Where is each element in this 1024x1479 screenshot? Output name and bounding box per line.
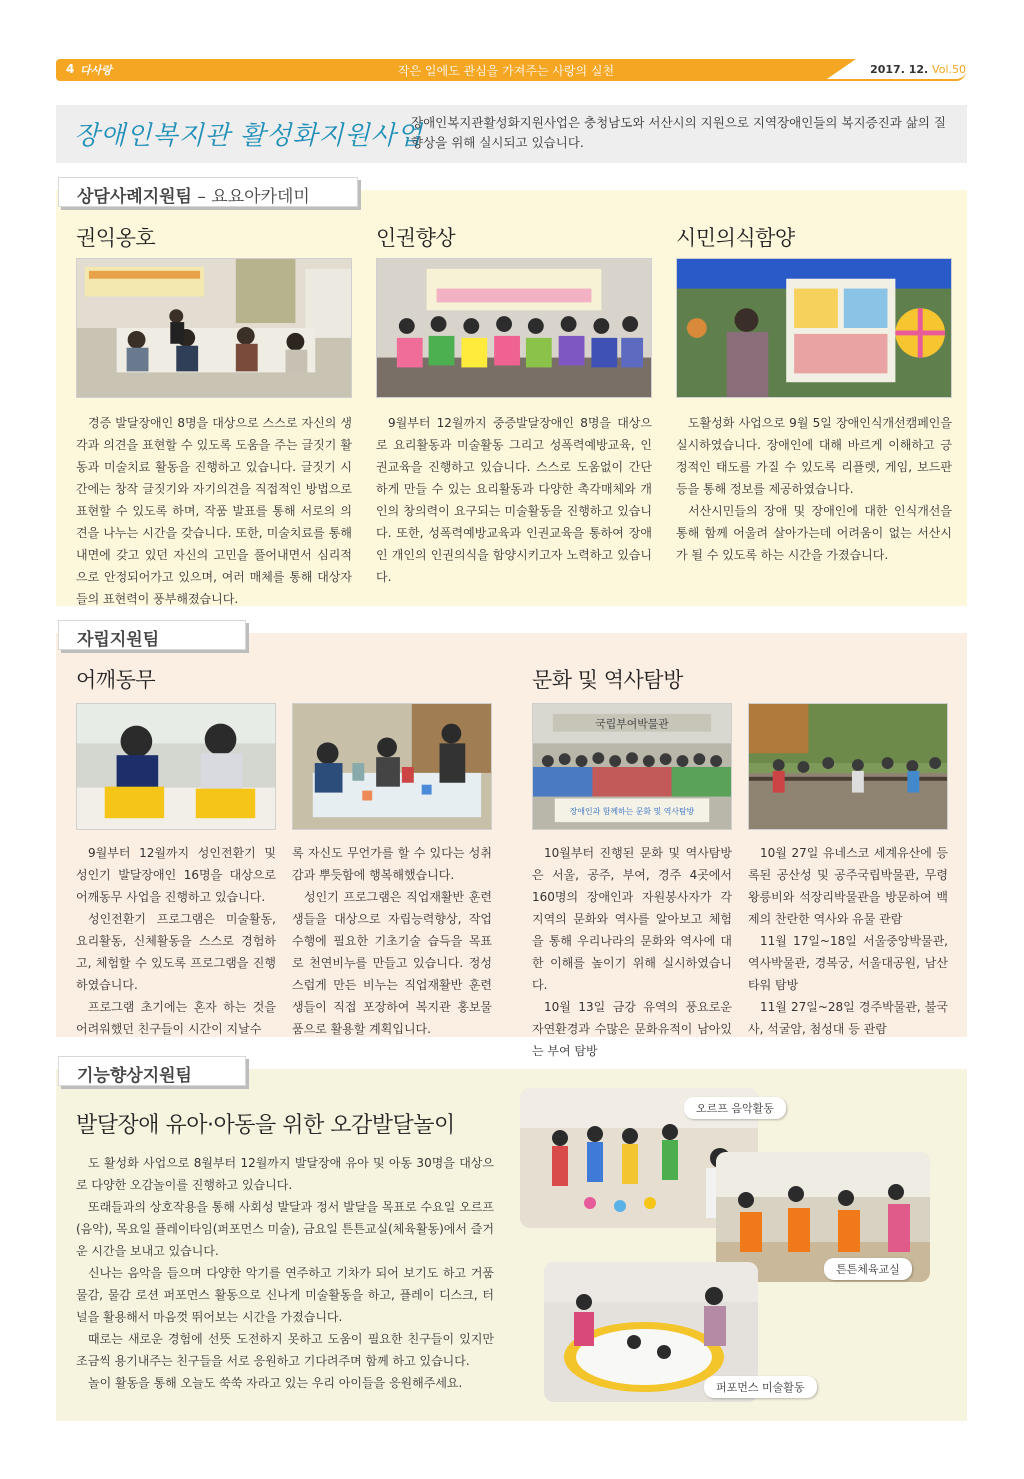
text-culture-p5: 11월 27일~28일 경주박물관, 불국사, 석굴암, 첨성대 등 관람 [748, 1000, 948, 1036]
text-shoulder-col2 [292, 842, 492, 1040]
trip-banner-text: 장애인과 함께하는 문화 및 역사탐방 [569, 807, 695, 817]
caption-gym: 튼튼체육교실 [824, 1258, 912, 1280]
section1-tab-sub: – 요요아카데미 [191, 187, 310, 207]
caption-performance: 퍼포먼스 미술활동 [704, 1376, 817, 1398]
museum-sign-text: 국립부여박물관 [595, 717, 669, 731]
text-sensory-p4: 때로는 새로운 경험에 선뜻 도전하지 못하고 도움이 필요한 친구들이 있지만 조금씩 용기내주는 친구들을 서로 응원하고 기다려주며 함께 하고 있습니다. [76, 1332, 494, 1368]
col-title-citizen: 시민의식함양 [676, 226, 795, 250]
photo-buyeo-museum [532, 703, 732, 830]
photo-writing-class [76, 258, 352, 398]
slogan: 작은 일에도 관심을 가져주는 사랑의 실천 [397, 64, 615, 78]
text-culture-p4: 11월 17일~18일 서울중앙박물관, 역사박물관, 경복궁, 서울대공원, 남산타워 탐방 [748, 934, 948, 992]
text-sensory-p3: 신나는 음악을 들으며 다양한 악기를 연주하고 기차가 되어 보기도 하고 거품 물감, 물감 로션 퍼포먼스 활동으로 신나게 미술활동을 하고, 플레이 디스크, 터널을 활용해서 마음껏 뛰어보는 시간을 가졌습니다. [76, 1266, 494, 1324]
text-shoulder-p4: 록 자신도 무언가를 할 수 있다는 성취감과 뿌듯함에 행복해했습니다. [292, 846, 492, 882]
photo-soap-making-1 [76, 703, 276, 830]
issue-info [870, 63, 966, 76]
text-culture-p2: 10월 13일 금강 유역의 풍요로운 자연환경과 수많은 문화유적이 남아있는 부여 탐방 [532, 1000, 732, 1058]
text-shoulder-p5: 성인기 프로그램은 직업재활반 훈련생들을 대상으로 자립능력향상, 작업수행에 필요한 기초기술 습득을 목표로 천연비누를 만들고 있습니다. 정성스럽게 만든 비누는 직업재활반 훈련생들이 직접 포장하여 복지관 홍보물품으로 활용할 계획입니다. [292, 890, 492, 1036]
col-title-rights: 권익옹호 [76, 226, 156, 250]
text-shoulder-p1: 9월부터 12월까지 성인전환기 및 성인기 발달장애인 16명을 대상으로 어깨동무 사업을 진행하고 있습니다. [76, 846, 276, 904]
issue-date: 2017. 12. [870, 63, 929, 76]
section3-tab: 기능향상지원팀 [58, 1056, 246, 1086]
header-title: 장애인복지관 활성화지원사업 [74, 121, 423, 151]
text-shoulder-p2: 성인전환기 프로그램은 미술활동, 요리활동, 신체활동을 스스로 경험하고, 체험할 수 있도록 프로그램을 진행하였습니다. [76, 912, 276, 992]
caption-orff: 오르프 음악활동 [684, 1097, 786, 1119]
magazine-name: 다사랑 [80, 64, 112, 77]
text-culture-col1 [532, 842, 732, 1062]
text-culture-col2 [748, 842, 948, 1040]
text-sensory-p5: 놀이 활동을 통해 오늘도 쑥쑥 자라고 있는 우리 아이들을 응원해주세요. [88, 1376, 463, 1390]
header-box [56, 105, 967, 163]
header-description: 장애인복지관활성화지원사업은 충청남도와 서산시의 지원으로 지역장애인들의 복지증진과 삶의 질 향상을 위해 실시되고 있습니다. [411, 115, 946, 150]
text-culture-p1: 10월부터 진행된 문화 및 역사탐방은 서울, 공주, 부여, 경주 4곳에서 160명의 장애인과 자원봉사자가 각 지역의 문화와 역사를 알아보고 체험을 통해 우리나라의 문화와 역사에 대한 이해를 높이기 위해 실시하였습니다. [532, 846, 732, 992]
photo-awareness-campaign [676, 258, 952, 398]
col-title-shoulder: 어깨동무 [76, 668, 156, 692]
top-bar [56, 59, 966, 81]
text-human-rights-p1: 9월부터 12월까지 중증발달장애인 8명을 대상으로 요리활동과 미술활동 그리고 성폭력예방교육, 인권교육을 진행하고 있습니다. 스스로 도움없이 간단하게 만들 수 있는 요리활동과 다양한 촉각매체와 개인의 창의력이 요구되는 미술활동을 진행하고 있습니다. 또한, 성폭력예방교육과 인권교육을 통하여 장애인 개인의 인권의식을 함양시키고자 노력하고 있습니다. [376, 416, 652, 584]
text-human-rights [376, 412, 652, 588]
section1-tab-main: 상담사례지원팀 [77, 187, 192, 207]
photo-historic-site [748, 703, 948, 830]
text-citizen-p2: 서산시민들의 장애 및 장애인에 대한 인식개선을 통해 함께 어울려 살아가는데 어려움이 없는 서산시가 될 수 있도록 하는 시간을 가졌습니다. [676, 504, 952, 562]
text-sensory-p1: 도 활성화 사업으로 8월부터 12월까지 발달장애 유아 및 아동 30명을 대상으로 다양한 오감놀이를 진행하고 있습니다. [76, 1156, 494, 1192]
photo-human-rights-academy [376, 258, 652, 398]
section1-tab [58, 177, 358, 207]
text-shoulder-col1 [76, 842, 276, 1040]
text-sensory-p2: 또래들과의 상호작용을 통해 사회성 발달과 정서 발달을 목표로 수요일 오르프(음악), 목요일 플레이타임(퍼포먼스 미술), 금요일 튼튼교실(체육활동)에서 즐거운 시간을 보내고 있습니다. [76, 1200, 494, 1258]
text-citizen-p1: 도활성화 사업으로 9월 5일 장애인식개선캠페인을 실시하였습니다. 장애인에 대해 바르게 이해하고 긍정적인 태도를 가질 수 있도록 리플렛, 게임, 보드판 등을 통해 정보를 제공하였습니다. [676, 416, 952, 496]
text-sensory [76, 1152, 494, 1394]
text-rights [76, 412, 352, 610]
section3-title: 발달장애 유아·아동을 위한 오감발달놀이 [76, 1113, 455, 1138]
text-culture-p3: 10월 27일 유네스코 세계유산에 등록된 공산성 및 공주국립박물관, 무령왕릉비와 석장리박물관을 방문하여 백제의 찬란한 역사와 유물 관람 [748, 846, 948, 926]
photo-soap-making-2 [292, 703, 492, 830]
text-citizen [676, 412, 952, 566]
page-number: 4 [66, 62, 75, 76]
col-title-culture: 문화 및 역사탐방 [532, 668, 683, 692]
col-title-human-rights: 인권향상 [376, 226, 456, 250]
text-rights-p1: 경증 발달장애인 8명을 대상으로 스스로 자신의 생각과 의견을 표현할 수 있도록 도움을 주는 글짓기 활동과 미술치료 활동을 진행하고 있습니다. 글짓기 시간에는 창작 글짓기와 자기의견을 직접적인 방법으로 표현할 수 있도록 하며, 작품 발표를 통해 서로의 의견을 나누는 시간을 갖습니다. 또한, 미술치료를 통해 내면에 갖고 있던 자신의 고민을 풀어내면서 심리적으로 안정되어가고 있으며, 여러 매체를 통해 대상자들의 표현력이 풍부해졌습니다. [76, 416, 352, 606]
section2-tab: 자립지원팀 [58, 620, 246, 650]
volume: Vol.50 [932, 63, 966, 76]
text-shoulder-p3: 프로그램 초기에는 혼자 하는 것을 어려워했던 친구들이 시간이 지날수 [76, 1000, 276, 1036]
